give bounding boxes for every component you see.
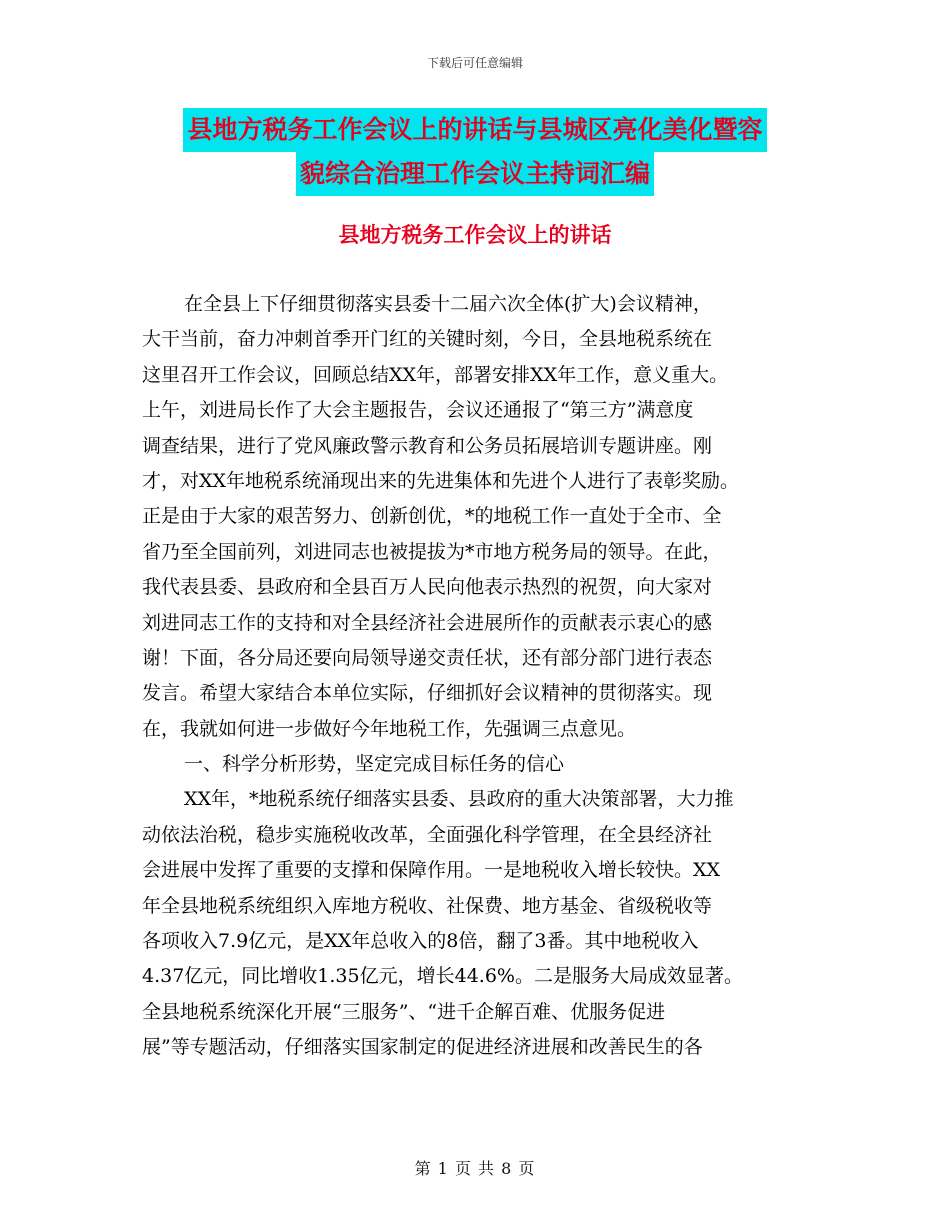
paragraph-line: 才，对XX年地税系统涌现出来的先进集体和先进个人进行了表彰奖励。 [142, 469, 740, 492]
paragraph-line: 调查结果，进行了党风廉政警示教育和公务员拓展培训专题讲座。刚 [142, 434, 713, 457]
document-title-line-2: 貌综合治理工作会议主持词汇编 [296, 152, 654, 196]
document-title-line-1: 县地方税务工作会议上的讲话与县城区亮化美化暨容 [183, 108, 766, 152]
paragraph-line: 刘进同志工作的支持和对全县经济社会进展所作的贡献表示衷心的感 [142, 611, 713, 634]
paragraph-line: 展”等专题活动，仔细落实国家制定的促进经济进展和改善民生的各 [142, 1036, 703, 1059]
paragraph-line: 正是由于大家的艰苦努力、创新创优，*的地税工作一直处于全市、全 [142, 505, 722, 528]
paragraph-line: 年全县地税系统组织入库地方税收、社保费、地方基金、省级税收等 [142, 894, 713, 917]
paragraph-line: 我代表县委、县政府和全县百万人民向他表示热烈的祝贺，向大家对 [142, 576, 713, 599]
paragraph-line: 各项收入7.9亿元，是XX年总收入的8倍，翻了3番。其中地税收入 [142, 930, 699, 953]
section-title: 县地方税务工作会议上的讲话 [338, 223, 612, 247]
paragraph-line: 省乃至全国前列，刘进同志也被提拔为*市地方税务局的领导。在此， [142, 540, 722, 563]
body-text [142, 287, 842, 1066]
document-title [0, 108, 950, 196]
paragraph-line: 谢！下面，各分局还要向局领导递交责任状，还有部分部门进行表态 [142, 646, 713, 669]
paragraph-line: XX年，*地税系统仔细落实县委、县政府的重大决策部署，大力推 [184, 788, 734, 811]
paragraph-line: 上午，刘进局长作了大会主题报告，会议还通报了“第三方”满意度 [142, 399, 694, 422]
paragraph-line: 会进展中发挥了重要的支撑和保障作用。一是地税收入增长较快。XX [142, 859, 721, 882]
header-note: 下载后可任意编辑 [426, 56, 523, 70]
paragraph-line: 在全县上下仔细贯彻落实县委十二届六次全体(扩大)会议精神， [184, 293, 712, 315]
paragraph-line: 全县地税系统深化开展“三服务”、“进千企解百难、优服务促进 [142, 1000, 666, 1023]
paragraph-line: 发言。希望大家结合本单位实际，仔细抓好会议精神的贯彻落实。现 [142, 682, 713, 705]
paragraph-line: 这里召开工作会议，回顾总结XX年，部署安排XX年工作，意义重大。 [142, 363, 729, 386]
paragraph-line: 4.37亿元，同比增收1.35亿元，增长44.6%。二是服务大局成效显著。 [142, 965, 743, 988]
paragraph-line: 动依法治税，稳步实施税收改革，全面强化科学管理，在全县经济社 [142, 823, 713, 846]
page-footer: 第 1 页 共 8 页 [414, 1159, 536, 1178]
paragraph-line: 在，我就如何进一步做好今年地税工作，先强调三点意见。 [142, 717, 637, 740]
subheading-line: 一、科学分析形势，坚定完成目标任务的信心 [184, 753, 565, 776]
paragraph-line: 大干当前，奋力冲刺首季开门红的关键时刻，今日，全县地税系统在 [142, 328, 713, 351]
